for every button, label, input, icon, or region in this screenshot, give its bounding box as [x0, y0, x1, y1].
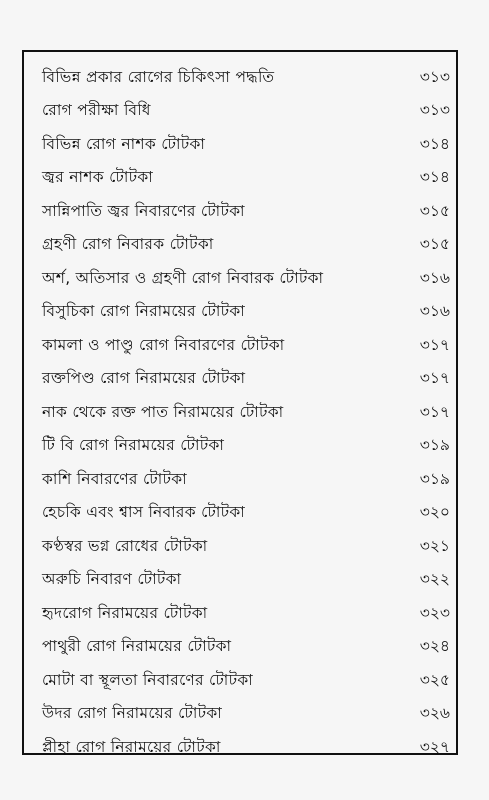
toc-entry-page-number: ৩১৬: [419, 302, 450, 321]
toc-entry: [42, 698, 452, 732]
toc-entry-title: অরুচি নিবারণ টোটকা: [42, 570, 182, 589]
toc-entry-page-number: ৩২৩: [419, 603, 450, 622]
toc-entry-page-number: ৩১৭: [419, 369, 450, 388]
toc-entry-page-number: ৩১৫: [419, 235, 450, 254]
toc-entry: [42, 262, 452, 296]
toc-entry: [42, 162, 452, 196]
table-of-contents-box: [22, 50, 458, 755]
toc-entry: [42, 664, 452, 698]
toc-entry: [42, 597, 452, 631]
toc-entry-title: হেচকি এবং শ্বাস নিবারক টোটকা: [42, 503, 246, 522]
toc-entry-page-number: ৩২৪: [419, 637, 450, 656]
toc-entry-page-number: ৩২৫: [419, 670, 450, 689]
toc-entry-page-number: ৩১৬: [419, 268, 450, 287]
toc-entry-title: বিভিন্ন রোগ নাশক টোটকা: [42, 134, 206, 153]
toc-entry-title: রক্তপিণ্ড রোগ নিরাময়ের টোটকা: [42, 369, 246, 388]
toc-entry-page-number: ৩১৫: [419, 201, 450, 220]
toc-entry-title: পাথুরী রোগ নিরাময়ের টোটকা: [42, 637, 232, 656]
toc-entry-title: হৃদরোগ নিরাময়ের টোটকা: [42, 603, 208, 622]
toc-entry-page-number: ৩১৪: [419, 134, 450, 153]
toc-entry-title: কাশি নিবারণের টোটকা: [42, 469, 187, 488]
toc-entry: [42, 463, 452, 497]
toc-entry-title: অর্শ, অতিসার ও গ্রহণী রোগ নিবারক টোটকা: [42, 268, 324, 287]
toc-entry-page-number: ৩১৪: [419, 168, 450, 187]
toc-entry-title: নাক থেকে রক্ত পাত নিরাময়ের টোটকা: [42, 402, 284, 421]
toc-entry: [42, 497, 452, 531]
toc-entry-page-number: ৩২০: [419, 503, 450, 522]
toc-entry: [42, 731, 452, 765]
toc-entry-title: গ্রহণী রোগ নিবারক টোটকা: [42, 235, 214, 254]
toc-entry: [42, 128, 452, 162]
toc-entry-title: কণ্ঠস্বর ভগ্ন রোধের টোটকা: [42, 536, 208, 555]
toc-entry-page-number: ৩২৭: [419, 737, 450, 756]
toc-entry-title: বিসুচিকা রোগ নিরাময়ের টোটকা: [42, 302, 245, 321]
toc-entry: [42, 296, 452, 330]
toc-entry-page-number: ৩১৭: [419, 335, 450, 354]
toc-entry-title: সান্নিপাতি জ্বর নিবারণের টোটকা: [42, 201, 245, 220]
toc-entry: [42, 564, 452, 598]
toc-entry: [42, 229, 452, 263]
toc-entry-page-number: ৩১৩: [419, 101, 450, 120]
toc-entry-title: উদর রোগ নিরাময়ের টোটকা: [42, 704, 223, 723]
toc-entry: [42, 61, 452, 95]
toc-entry-title: জ্বর নাশক টোটকা: [42, 168, 154, 187]
toc-entry-title: রোগ পরীক্ষা বিধি: [42, 101, 151, 120]
toc-entry: [42, 430, 452, 464]
toc-entry: [42, 530, 452, 564]
toc-entry: [42, 631, 452, 665]
toc-entry: [42, 195, 452, 229]
toc-entry-page-number: ৩১৩: [419, 67, 450, 86]
toc-entry-page-number: ৩১৯: [419, 469, 450, 488]
toc-entry-title: প্লীহা রোগ নিরাময়ের টোটকা: [42, 737, 221, 756]
toc-entry-page-number: ৩১৯: [419, 436, 450, 455]
toc-entry: [42, 396, 452, 430]
toc-entry-title: বিভিন্ন প্রকার রোগের চিকিৎসা পদ্ধতি: [42, 67, 275, 86]
toc-entry-title: কামলা ও পাণ্ডু রোগ নিবারণের টোটকা: [42, 335, 285, 354]
toc-entry: [42, 363, 452, 397]
toc-entry: [42, 329, 452, 363]
toc-list: [42, 61, 452, 765]
toc-entry-page-number: ৩১৭: [419, 402, 450, 421]
toc-entry-page-number: ৩২২: [419, 570, 450, 589]
toc-entry: [42, 95, 452, 129]
toc-entry-title: মোটা বা স্থূলতা নিবারণের টোটকা: [42, 670, 253, 689]
toc-entry-page-number: ৩২৬: [419, 704, 450, 723]
toc-entry-page-number: ৩২১: [419, 536, 450, 555]
toc-entry-title: টি বি রোগ নিরাময়ের টোটকা: [42, 436, 225, 455]
